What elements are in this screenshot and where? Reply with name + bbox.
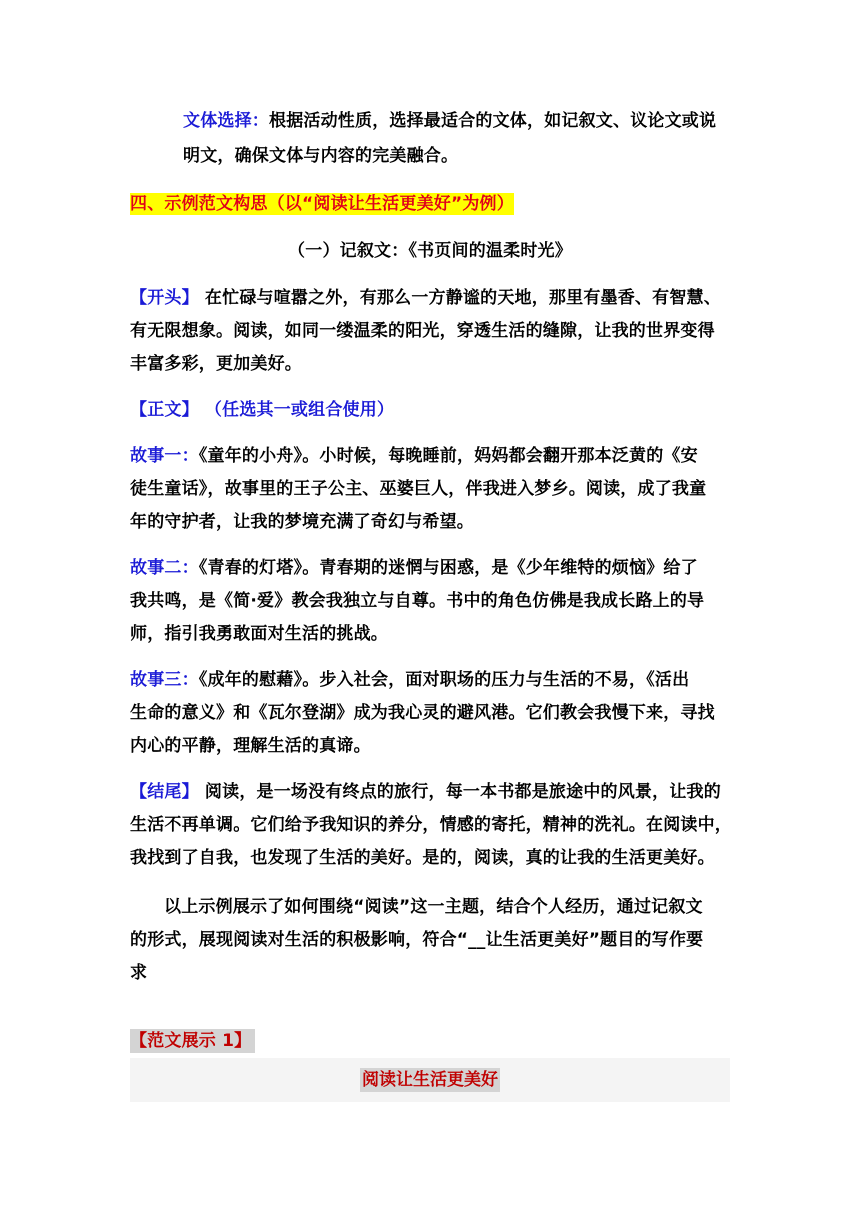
story2-label: 故事二：	[130, 558, 199, 578]
story1-line2: 徒生童话》，故事里的王子公主、巫婆巨人，伴我进入梦乡。阅读，成了我童	[130, 479, 707, 499]
summary-line2: 的形式，展现阅读对生活的积极影响，符合“__让生活更美好”题目的写作要	[130, 930, 704, 950]
story3-line2: 生命的意义》和《瓦尔登湖》成为我心灵的避风港。它们教会我慢下来，寻找	[130, 703, 715, 723]
section-heading-text: 四、示例范文构思（以“阅读让生活更美好”为例）	[130, 194, 514, 214]
story3-line1	[130, 663, 689, 698]
ending-line1	[130, 775, 721, 810]
opening-label: 【开头】	[130, 288, 199, 308]
sample-tag-line	[130, 1024, 255, 1059]
essay-title: 阅读让生活更美好	[362, 1070, 498, 1090]
essay-title-band	[130, 1058, 730, 1102]
essay-title-wrap	[130, 1068, 730, 1092]
story2-line3: 师，指引我勇敢面对生活的挑战。	[130, 624, 388, 644]
story3-text1: 《成年的慰藉》。步入社会，面对职场的压力与生活的不易，《活出	[198, 670, 690, 690]
story1-line3: 年的守护者，让我的梦境充满了奇幻与希望。	[130, 512, 474, 532]
story1-label: 故事一：	[130, 446, 199, 466]
story3-label: 故事三：	[130, 670, 199, 690]
story2-line1	[130, 551, 698, 586]
ending-text1: 阅读，是一场没有终点的旅行，每一本书都是旅途中的风景，让我的	[198, 782, 721, 802]
body-label: 【正文】	[130, 400, 199, 420]
ending-line2: 生活不再单调。它们给予我知识的养分，情感的寄托，精神的洗礼。在阅读中，	[130, 815, 732, 835]
story2-line2: 我共鸣，是《简·爱》教会我独立与自尊。书中的角色仿佛是我成长路上的导	[130, 591, 705, 611]
style-selection-line1	[183, 104, 716, 139]
ending-line3: 我找到了自我，也发现了生活的美好。是的，阅读，真的让我的生活更美好。	[130, 848, 715, 868]
style-selection-label: 文体选择：	[183, 111, 269, 131]
opening-line2: 有无限想象。阅读，如同一缕温柔的阳光，穿透生活的缝隙，让我的世界变得	[130, 321, 715, 341]
body-label-line	[130, 393, 394, 428]
opening-line1	[130, 281, 721, 316]
style-selection-text: 根据活动性质，选择最适合的文体，如记叙文、议论文或说	[269, 111, 717, 131]
summary-line1: 以上示例展示了如何围绕“阅读”这一主题，结合个人经历，通过记叙文	[164, 897, 703, 917]
opening-line3: 丰富多彩，更加美好。	[130, 354, 302, 374]
sub-heading: （一）记叙文：《书页间的温柔时光》	[288, 241, 572, 261]
story1-line1	[130, 439, 698, 474]
ending-label: 【结尾】	[130, 782, 199, 802]
story3-line3: 内心的平静，理解生活的真谛。	[130, 736, 371, 756]
style-selection-line2: 明文，确保文体与内容的完美融合。	[183, 146, 459, 166]
opening-text1: 在忙碌与喧嚣之外，有那么一方静谧的天地，那里有墨香、有智慧、	[198, 288, 721, 308]
sample-tag: 【范文展示 1】	[130, 1029, 255, 1053]
section-heading	[130, 187, 514, 222]
body-note: （任选其一或组合使用）	[198, 400, 395, 420]
story2-text1: 《青春的灯塔》。青春期的迷惘与困惑，是《少年维特的烦恼》给了	[198, 558, 698, 578]
summary-line3: 求	[130, 963, 148, 983]
story1-text1: 《童年的小舟》。小时候，每晚睡前，妈妈都会翻开那本泛黄的《安	[198, 446, 698, 466]
